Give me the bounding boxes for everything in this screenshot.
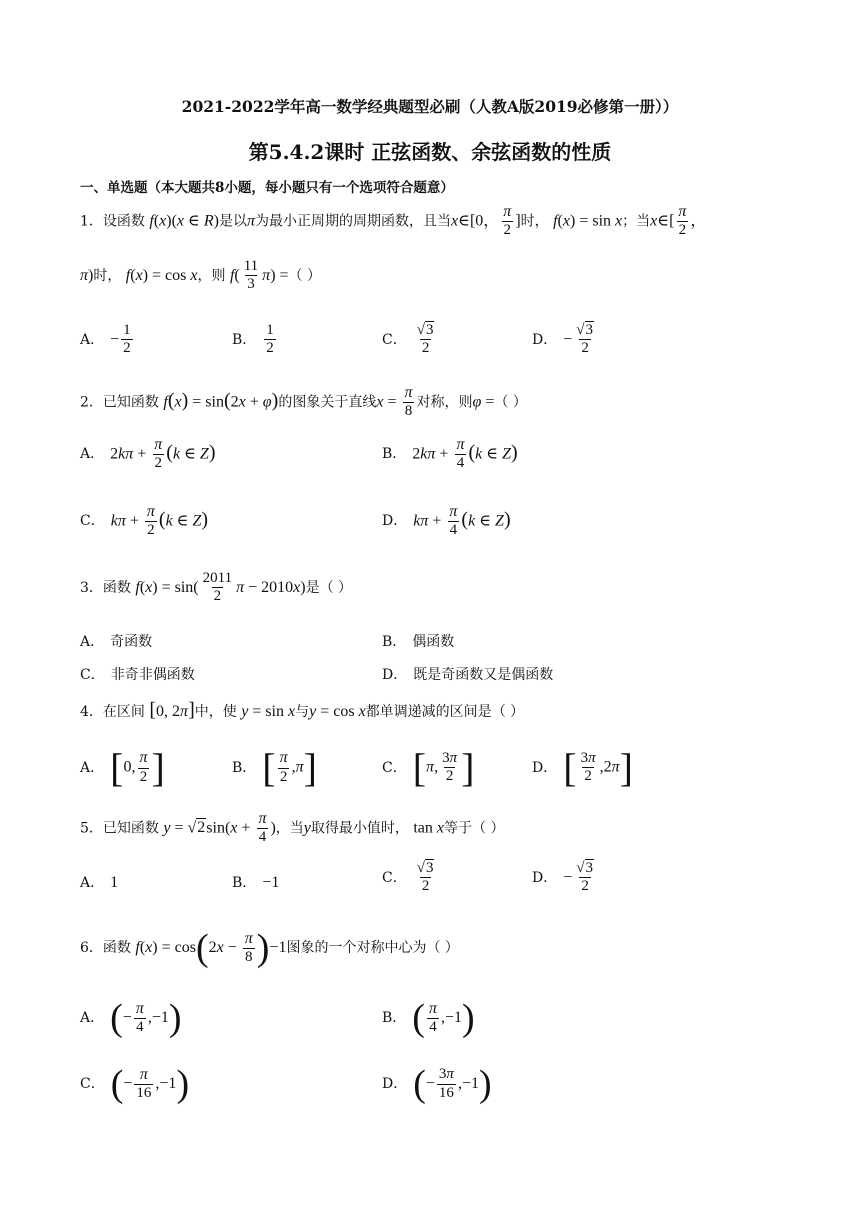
question-1-line-2: π)时， f(x) = cos x，则 f( $\frac{11}{3}$ π) =（ ） bbox=[80, 258, 321, 293]
question-4: 4．在区间 [0, 2π]中，使 y = sin x与y = cos x都单调递减的区间是（ ） bbox=[80, 699, 525, 721]
question-number: 3． bbox=[80, 579, 103, 596]
option-b[interactable]: B． $\frac{1}{2}$ bbox=[232, 322, 274, 357]
option-c[interactable]: C． $\frac{√3}{2}$ bbox=[382, 322, 434, 357]
option-c[interactable]: C． $\frac{√3}{2}$ bbox=[382, 860, 434, 895]
option-c[interactable]: C． kπ + $\frac{\pi}{2}$ (k ∈ Z) bbox=[80, 503, 209, 539]
option-a[interactable]: A． 1 bbox=[80, 874, 119, 891]
option-b[interactable]: B． ( $\frac{\pi}{4}$ ,−1) bbox=[382, 997, 475, 1039]
option-d[interactable]: D． kπ + $\frac{\pi}{4}$ (k ∈ Z) bbox=[382, 503, 511, 539]
question-number: 1． bbox=[80, 213, 103, 230]
lesson-title: 第5.4.2课时 正弦函数、余弦函数的性质 bbox=[248, 140, 612, 164]
option-b[interactable]: B． 2kπ + $\frac{\pi}{4}$ (k ∈ Z) bbox=[382, 436, 518, 472]
option-a[interactable]: A． [0, $\frac{\pi}{2}$ ] bbox=[80, 745, 165, 790]
option-c[interactable]: C． (− $\frac{\pi}{16}$ ,−1) bbox=[80, 1063, 190, 1105]
question-number: 4． bbox=[80, 704, 103, 720]
question-1-line-1: 1．设函数 f(x)(x ∈ R)是以π为最小正周期的周期函数，且当x∈[0， $\frac{\pi}{2}$ ]时， f(x) = sin x；当x∈[ $\frac{\pi}{2}$ ， bbox=[80, 203, 707, 239]
question-number: 6． bbox=[80, 940, 103, 956]
option-b[interactable]: B． −1 bbox=[232, 874, 280, 891]
option-c[interactable]: C． 非奇非偶函数 bbox=[80, 667, 195, 683]
section-heading: 一、单选题（本大题共8小题，每小题只有一个选项符合题意） bbox=[80, 180, 454, 196]
question-6: 6．函数 f(x) = cos(2x − $\frac{\pi}{8}$ )−1图象的一个对称中心为（ ） bbox=[80, 927, 459, 969]
option-c[interactable]: C． [π, $\frac{3\pi}{2}$ ] bbox=[382, 745, 475, 790]
question-number: 2． bbox=[80, 394, 103, 411]
option-a[interactable]: A． 2kπ + $\frac{\pi}{2}$ (k ∈ Z) bbox=[80, 436, 216, 472]
option-a[interactable]: A． 奇函数 bbox=[80, 634, 153, 650]
option-d[interactable]: D． (− $\frac{3\pi}{16}$ ,−1) bbox=[382, 1063, 492, 1105]
option-a[interactable]: A． − $\frac{1}{2}$ bbox=[80, 322, 131, 357]
option-b[interactable]: B． [ $\frac{\pi}{2}$ ,π] bbox=[232, 745, 317, 790]
question-3: 3．函数 f(x) = sin( $\frac{2011}{2}$ π − 2010x)是（ ） bbox=[80, 570, 353, 605]
option-b[interactable]: B． 偶函数 bbox=[382, 634, 455, 650]
option-d[interactable]: D． [ $\frac{3\pi}{2}$ ,2π] bbox=[532, 745, 633, 790]
question-number: 5． bbox=[80, 820, 103, 837]
option-a[interactable]: A． (− $\frac{\pi}{4}$ ,−1) bbox=[80, 997, 182, 1039]
option-d[interactable]: D． − $\frac{√3}{2}$ bbox=[532, 322, 593, 357]
option-d[interactable]: D． − $\frac{√3}{2}$ bbox=[532, 860, 593, 895]
question-2: 2．已知函数 f(x) = sin(2x + φ)的图象关于直线x = $\frac{\pi}{8}$ 对称，则φ =（ ） bbox=[80, 384, 527, 420]
question-5: 5．已知函数 y = √2sin(x + $\frac{\pi}{4}$ )，当y取得最小值时， tan x等于（ ） bbox=[80, 810, 505, 846]
series-title: 2021-2022学年高一数学经典题型必刷（人教A版2019必修第一册）） bbox=[181, 97, 679, 116]
option-d[interactable]: D． 既是奇函数又是偶函数 bbox=[382, 667, 554, 683]
